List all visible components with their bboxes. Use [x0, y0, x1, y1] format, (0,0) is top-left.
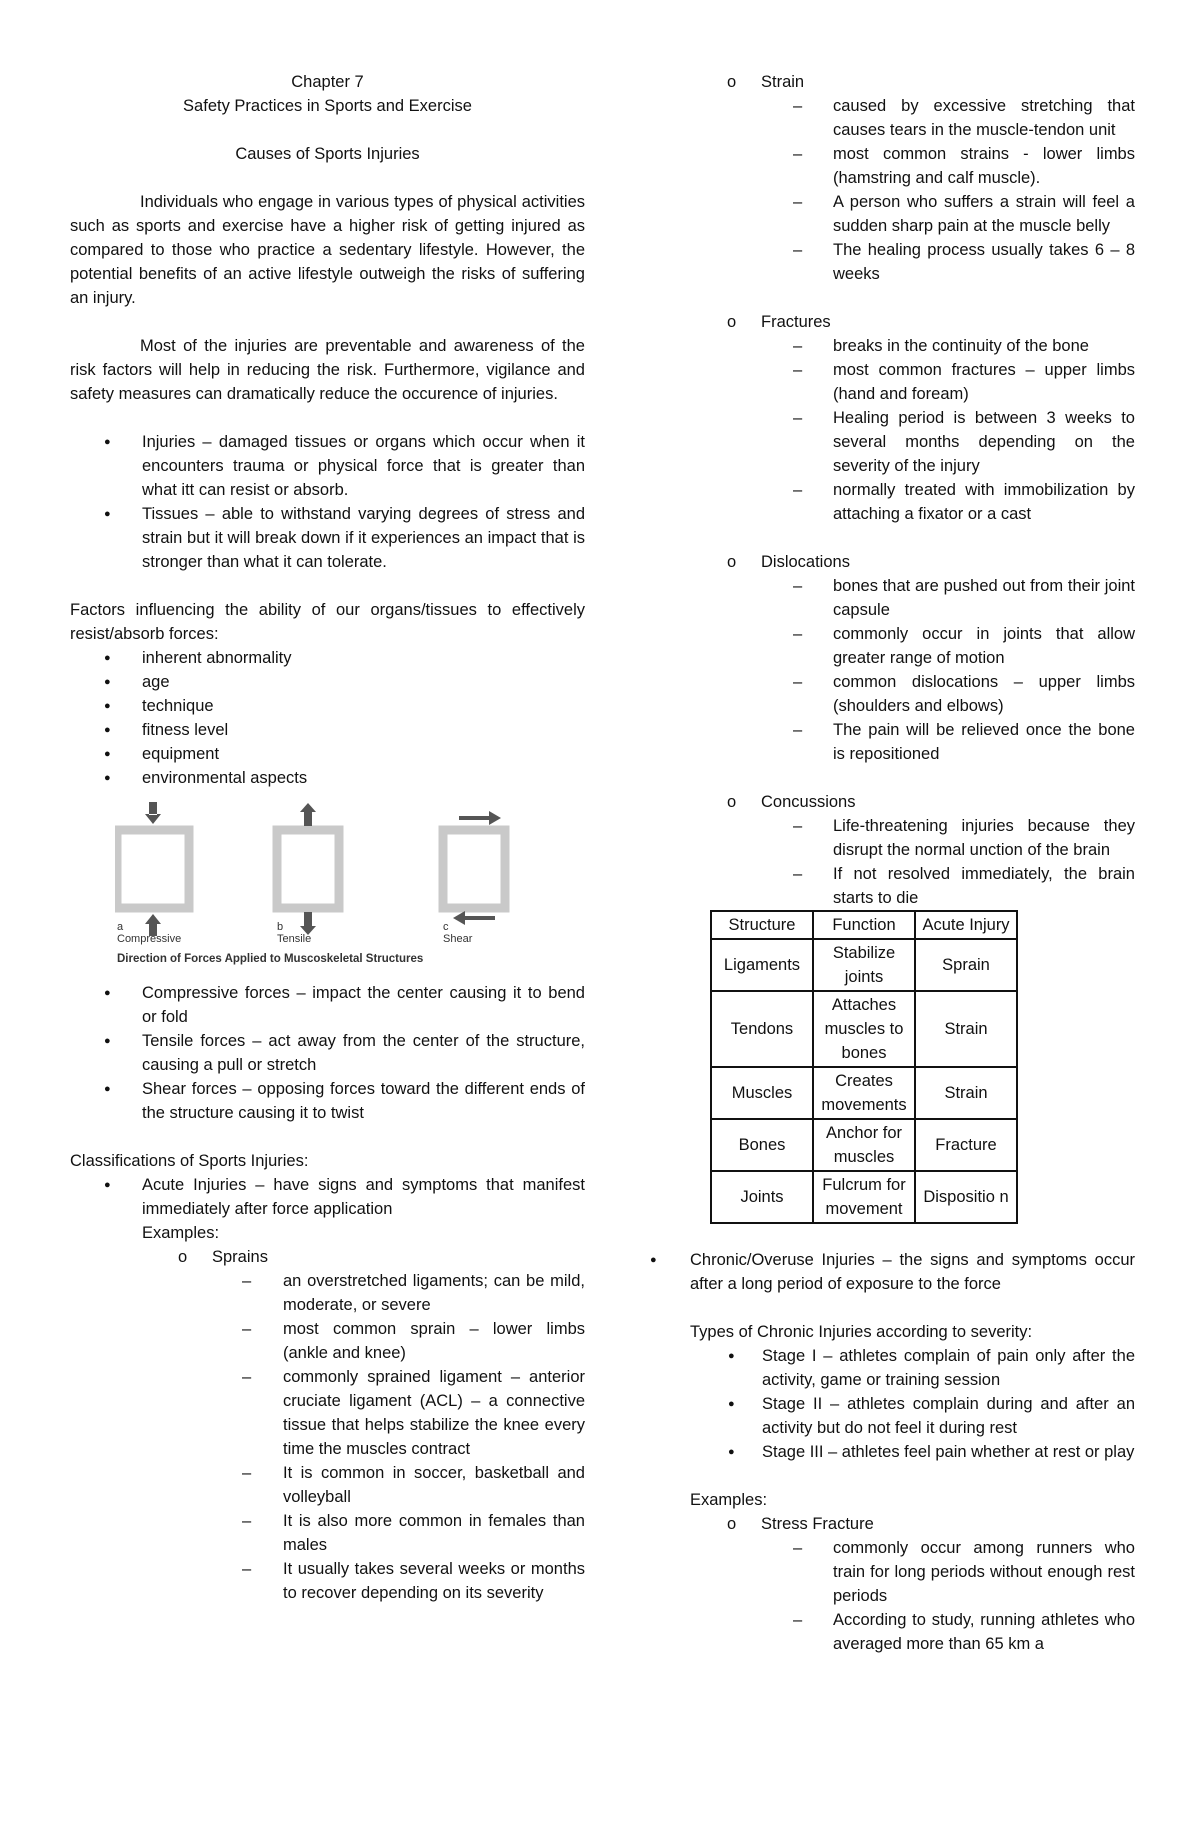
- dislocations-item: [690, 550, 1135, 766]
- stress-fracture-details: [690, 1536, 1135, 1656]
- table-cell: Attaches muscles to bones: [813, 991, 915, 1067]
- figure-label: Compressive: [117, 933, 182, 945]
- concussions-item: [690, 790, 1135, 910]
- fractures-details: [690, 334, 1135, 526]
- fracture-detail: – breaks in the continuity of the bone: [690, 334, 1135, 358]
- forces-diagram: [70, 802, 585, 977]
- dislocations-label: o Dislocations: [690, 550, 1135, 574]
- intro-paragraph-2: Most of the injuries are preventable and awareness of the risk factors will help in reducing the risk. Furthermore, vigilance and safety measures can dramatically reduce the occurence of injuries.: [70, 337, 585, 403]
- table-row: [711, 1171, 1017, 1223]
- strain-item: [690, 70, 1135, 286]
- factors-heading: Factors influencing the ability of our organs/tissues to effectively resist/absorb forces:: [70, 601, 585, 643]
- stage-item: ● Stage I – athletes complain of pain only after the activity, game or training session: [690, 1344, 1135, 1392]
- dislocation-detail: – commonly occur in joints that allow greater range of motion: [690, 622, 1135, 670]
- classifications-list: [70, 1173, 585, 1245]
- concussions-details: [690, 814, 1135, 910]
- table-row: [711, 1119, 1017, 1171]
- sprain-detail: – commonly sprained ligament – anterior cruciate ligament (ACL) – a connective tissue that helps stabilize the knee every time the muscles contract: [70, 1365, 585, 1461]
- chapter-title: Safety Practices in Sports and Exercise: [183, 97, 472, 115]
- table-cell: Strain: [915, 1067, 1017, 1119]
- concussions-label: o Concussions: [690, 790, 1135, 814]
- factor-item: ● equipment: [70, 742, 585, 766]
- stress-fracture-detail: – commonly occur among runners who train for long periods without enough rest periods: [690, 1536, 1135, 1608]
- classifications-heading: Classifications of Sports Injuries:: [70, 1152, 309, 1170]
- fracture-detail: – normally treated with immobilization by attaching a fixator or a cast: [690, 478, 1135, 526]
- factor-item: ● environmental aspects: [70, 766, 585, 790]
- table-header: Acute Injury: [915, 911, 1017, 939]
- table-cell: Dispositio n: [915, 1171, 1017, 1223]
- definition-injuries: ● Injuries – damaged tissues or organs which occur when it encounters trauma or physical force that is greater than what itt can resist or absorb.: [70, 430, 585, 502]
- strain-detail: – The healing process usually takes 6 – 8 weeks: [690, 238, 1135, 286]
- stress-fracture-item: [690, 1512, 1135, 1656]
- arrow-up-icon: [300, 803, 316, 826]
- table-cell: Creates movements: [813, 1067, 915, 1119]
- section-heading: Causes of Sports Injuries: [235, 145, 420, 163]
- stress-fracture-detail: – According to study, running athletes who averaged more than 65 km a: [690, 1608, 1135, 1656]
- intro-paragraph-1: Individuals who engage in various types of physical activities such as sports and exercise have a higher risk of getting injured as compared to those who practice a sedentary lifestyle. However, the potential benefits of an active lifestyle outweigh the risks of suffering an injury.: [70, 193, 585, 307]
- fracture-detail: – Healing period is between 3 weeks to several months depending on the severity of the injury: [690, 406, 1135, 478]
- figure-letter: c: [443, 921, 449, 933]
- chronic-types-heading: Types of Chronic Injuries according to severity:: [690, 1323, 1033, 1341]
- structure-box-c: [443, 830, 505, 908]
- table-cell: Stabilize joints: [813, 939, 915, 991]
- sprains-details: [70, 1269, 585, 1605]
- table-cell: Ligaments: [711, 939, 813, 991]
- figure-label: Shear: [443, 933, 473, 945]
- arrow-right-icon: [459, 811, 501, 825]
- sprain-detail: – It is also more common in females than males: [70, 1509, 585, 1557]
- forces-diagram-svg: [115, 802, 535, 972]
- strain-detail: – most common strains - lower limbs (hamstring and calf muscle).: [690, 142, 1135, 190]
- table-cell: Bones: [711, 1119, 813, 1171]
- strain-detail: – caused by excessive stretching that causes tears in the muscle-tendon unit: [690, 94, 1135, 142]
- right-column: [690, 70, 1135, 1656]
- force-tensile: ● Tensile forces – act away from the center of the structure, causing a pull or stretch: [70, 1029, 585, 1077]
- dislocation-detail: – bones that are pushed out from their joint capsule: [690, 574, 1135, 622]
- stage-item: ● Stage III – athletes feel pain whether at rest or play: [690, 1440, 1135, 1464]
- fractures-label: o Fractures: [690, 310, 1135, 334]
- table-cell: Muscles: [711, 1067, 813, 1119]
- table-header-row: [711, 911, 1017, 939]
- chapter-number: Chapter 7: [291, 73, 364, 91]
- injury-types-list: [690, 70, 1135, 910]
- table-cell: Joints: [711, 1171, 813, 1223]
- factor-item: ● inherent abnormality: [70, 646, 585, 670]
- definition-tissues: ● Tissues – able to withstand varying degrees of stress and strain but it will break down if it experiences an impact that is stronger than what it can tolerate.: [70, 502, 585, 574]
- table-row: [711, 939, 1017, 991]
- table-cell: Tendons: [711, 991, 813, 1067]
- table-row: [711, 991, 1017, 1067]
- table-cell: Sprain: [915, 939, 1017, 991]
- sprain-detail: – most common sprain – lower limbs (ankle and knee): [70, 1317, 585, 1365]
- dislocation-detail: – The pain will be relieved once the bone is repositioned: [690, 718, 1135, 766]
- structure-box-b: [277, 830, 339, 908]
- concussion-detail: – Life-threatening injuries because they disrupt the normal unction of the brain: [690, 814, 1135, 862]
- sprains-label: o Sprains: [70, 1245, 585, 1269]
- acute-injuries: ● Acute Injuries – have signs and symptoms that manifest immediately after force application Examples:: [70, 1173, 585, 1245]
- sprain-detail: – It usually takes several weeks or months to recover depending on its severity: [70, 1557, 585, 1605]
- figure-letter: a: [117, 921, 124, 933]
- forces-list: [70, 981, 585, 1125]
- table-header: Structure: [711, 911, 813, 939]
- factors-list: [70, 646, 585, 790]
- figure-label: Tensile: [277, 933, 312, 945]
- table-row: [711, 1067, 1017, 1119]
- force-compressive: ● Compressive forces – impact the center causing it to bend or fold: [70, 981, 585, 1029]
- chronic-injuries: ● Chronic/Overuse Injuries – the signs and symptoms occur after a long period of exposure to the force: [650, 1248, 1135, 1296]
- dislocations-details: [690, 574, 1135, 766]
- injury-table: [710, 910, 1018, 1224]
- chronic-examples-list: [690, 1512, 1135, 1656]
- figure-letter: b: [277, 921, 284, 933]
- factor-item: ● fitness level: [70, 718, 585, 742]
- definition-list: [70, 430, 585, 574]
- arrow-down-icon: [300, 912, 316, 935]
- stage-item: ● Stage II – athletes complain during and after an activity but do not feel it during rest: [690, 1392, 1135, 1440]
- arrow-left-icon: [453, 911, 495, 925]
- acute-examples-list: [70, 1245, 585, 1605]
- structure-box-a: [117, 830, 189, 908]
- left-column: [70, 70, 585, 1605]
- figure-caption: Direction of Forces Applied to Muscoskeletal Structures: [117, 953, 424, 965]
- force-shear: ● Shear forces – opposing forces toward the different ends of the structure causing it to twist: [70, 1077, 585, 1125]
- factor-item: ● age: [70, 670, 585, 694]
- factor-item: ● technique: [70, 694, 585, 718]
- sprain-detail: – an overstretched ligaments; can be mild, moderate, or severe: [70, 1269, 585, 1317]
- dislocation-detail: – common dislocations – upper limbs (shoulders and elbows): [690, 670, 1135, 718]
- strain-details: [690, 94, 1135, 286]
- stages-list: [690, 1344, 1135, 1464]
- strain-detail: – A person who suffers a strain will feel a sudden sharp pain at the muscle belly: [690, 190, 1135, 238]
- fractures-item: [690, 310, 1135, 526]
- table-cell: Anchor for muscles: [813, 1119, 915, 1171]
- examples-label: Examples:: [142, 1224, 220, 1242]
- table-header: Function: [813, 911, 915, 939]
- sprains-item: [70, 1245, 585, 1605]
- table-cell: Fulcrum for movement: [813, 1171, 915, 1223]
- arrow-down-icon: [145, 802, 161, 824]
- table-cell: Strain: [915, 991, 1017, 1067]
- sprain-detail: – It is common in soccer, basketball and volleyball: [70, 1461, 585, 1509]
- strain-label: o Strain: [690, 70, 1135, 94]
- examples-label: Examples:: [690, 1491, 768, 1509]
- concussion-detail: – If not resolved immediately, the brain starts to die: [690, 862, 1135, 910]
- fracture-detail: – most common fractures – upper limbs (hand and foream): [690, 358, 1135, 406]
- stress-fracture-label: o Stress Fracture: [690, 1512, 1135, 1536]
- table-cell: Fracture: [915, 1119, 1017, 1171]
